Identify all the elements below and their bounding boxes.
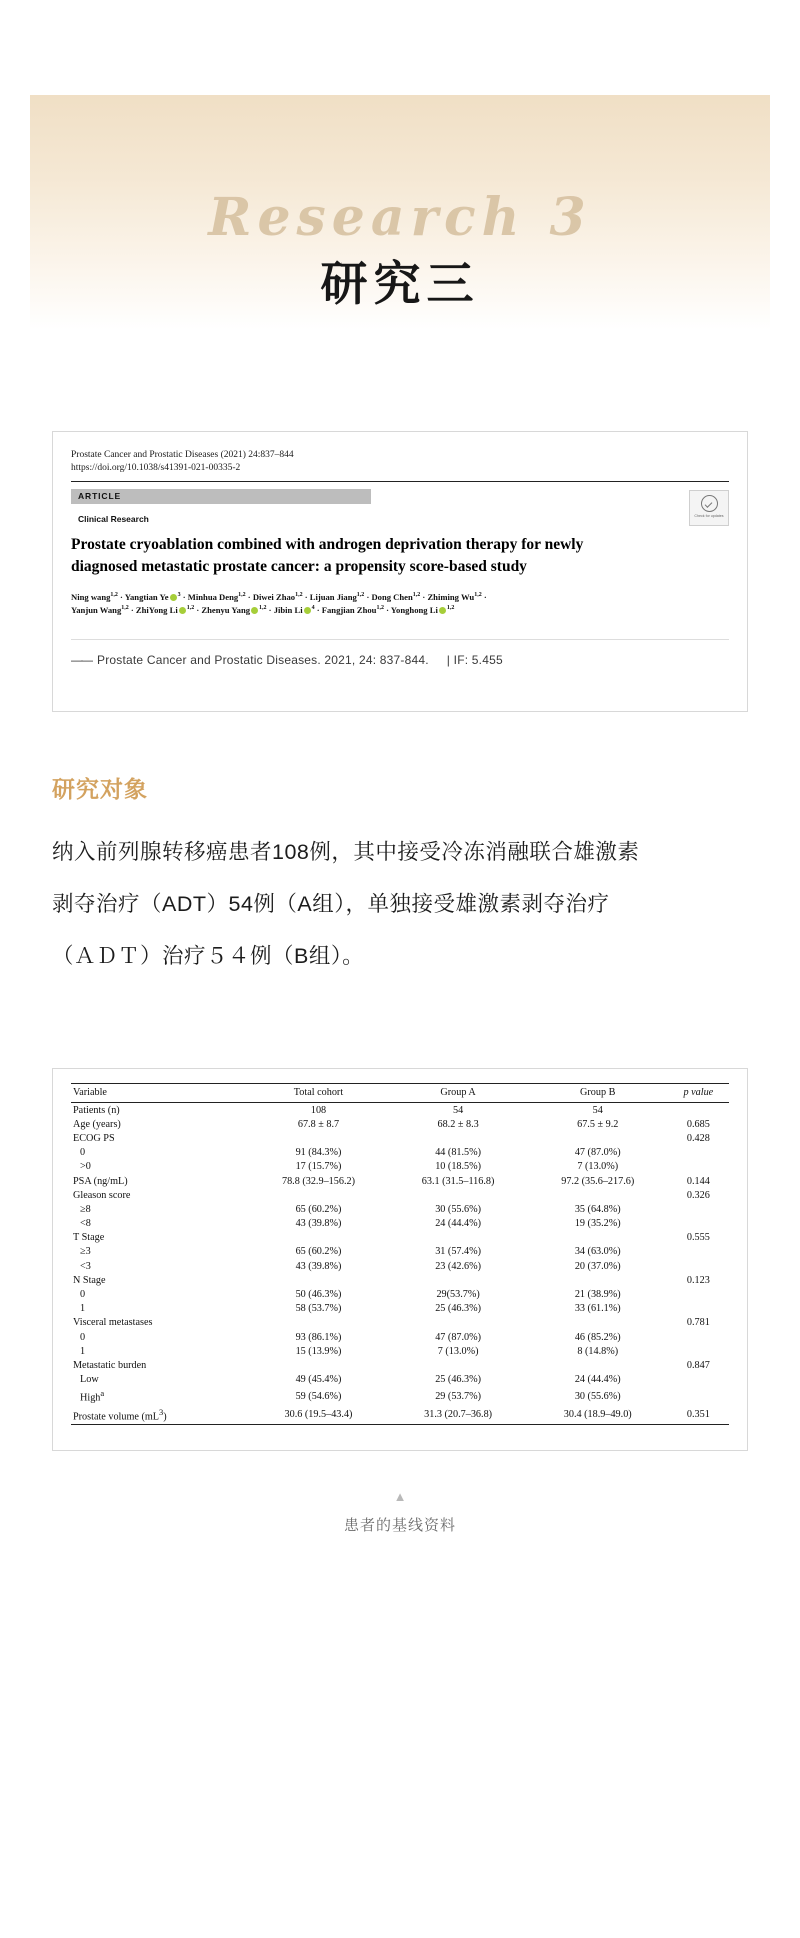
table-cell: 0.685	[686, 1118, 710, 1130]
table-cell	[668, 1302, 729, 1316]
table-cell: 35 (64.8%)	[574, 1203, 621, 1215]
table-cell	[388, 1188, 527, 1202]
table-cell	[388, 1273, 527, 1287]
table-cell: 15 (13.9%)	[295, 1345, 342, 1357]
table-cell: 0.847	[686, 1359, 710, 1371]
table-cell: 7 (13.0%)	[577, 1161, 619, 1173]
table-cell: 59 (54.6%)	[295, 1390, 342, 1402]
table-cell: 0.555	[686, 1232, 710, 1244]
header-divider	[71, 481, 729, 482]
row-label: <8	[80, 1218, 91, 1230]
table-cell	[668, 1202, 729, 1216]
table-cell	[668, 1146, 729, 1160]
table-cell	[249, 1273, 389, 1287]
table-cell: 8 (14.8%)	[577, 1345, 619, 1357]
table-cell: 24 (44.4%)	[574, 1374, 621, 1386]
table-cell: 17 (15.7%)	[295, 1161, 342, 1173]
section-paragraph: 纳入前列腺转移癌患者108例，其中接受冷冻消融联合雄激素剥夺治疗（ADT）54例（A组），单独接受雄激素剥夺治疗（ＡＤＴ）治疗５４例（B组）。	[52, 840, 640, 968]
table-row	[71, 1302, 729, 1316]
table-cell: 67.8 ± 8.7	[297, 1118, 340, 1130]
table-row	[71, 1146, 729, 1160]
table-row	[71, 1405, 729, 1424]
table-cell	[528, 1131, 668, 1145]
table-row	[71, 1103, 729, 1118]
paper-title: Prostate cryoablation combined with androgen deprivation therapy for newly diagnosed metastatic prostate cancer: a propensity score-based study	[71, 535, 584, 575]
table-row	[71, 1344, 729, 1358]
citation-dash-icon: ——	[71, 653, 91, 667]
table-row	[71, 1174, 729, 1188]
table-cell: 31.3 (20.7–36.8)	[388, 1405, 527, 1424]
table-row	[71, 1287, 729, 1301]
row-label: 0	[80, 1147, 86, 1159]
table-row	[71, 1202, 729, 1216]
table-cell: 68.2 ± 8.3	[437, 1118, 479, 1130]
table-cell	[388, 1231, 527, 1245]
table-cell	[249, 1188, 389, 1202]
row-label: <3	[80, 1260, 91, 1272]
table-row	[71, 1231, 729, 1245]
table-cell: 0.781	[686, 1317, 710, 1329]
table-row	[71, 1245, 729, 1259]
baseline-characteristics-table	[71, 1083, 729, 1425]
row-label: 0	[80, 1289, 86, 1301]
table-row	[71, 1131, 729, 1145]
row-label: ≥8	[80, 1203, 91, 1215]
table-cell: 25 (46.3%)	[435, 1374, 482, 1386]
table-cell	[528, 1316, 668, 1330]
table-cell: 67.5 ± 9.2	[577, 1118, 619, 1130]
table-cell	[668, 1287, 729, 1301]
table-row	[71, 1387, 729, 1406]
citation-source: Prostate Cancer and Prostatic Diseases. 2021, 24: 837-844.	[97, 653, 429, 667]
table-cell: 31 (57.4%)	[435, 1246, 482, 1258]
row-label: T Stage	[73, 1232, 105, 1244]
table-row	[71, 1259, 729, 1273]
table-cell	[668, 1245, 729, 1259]
table-cell: 0.123	[686, 1274, 710, 1286]
citation-divider	[71, 639, 729, 640]
table-cell	[668, 1344, 729, 1358]
row-label: N Stage	[73, 1274, 106, 1286]
hero-script-title: Research 3	[208, 187, 592, 248]
figure-caption: 患者的基线资料	[343, 1517, 456, 1534]
impact-factor: |	[446, 653, 454, 667]
table-cell	[528, 1273, 668, 1287]
column-header-p-value: p value	[668, 1084, 729, 1103]
table-head	[71, 1084, 729, 1103]
row-label: Patients (n)	[73, 1104, 120, 1116]
table-cell: 20 (37.0%)	[574, 1260, 621, 1272]
table-cell: 47 (87.0%)	[574, 1147, 621, 1159]
column-header-variable: Variable	[71, 1084, 249, 1103]
table-cell	[668, 1330, 729, 1344]
table-cell: 65 (60.2%)	[295, 1203, 342, 1215]
table-cell	[528, 1231, 668, 1245]
table-cell: 46 (85.2%)	[574, 1331, 621, 1343]
table-cell	[249, 1358, 389, 1372]
table-cell	[668, 1103, 729, 1118]
table-row	[71, 1358, 729, 1372]
check-circle-icon	[701, 495, 718, 512]
row-label: 1	[80, 1303, 86, 1315]
table-cell	[249, 1131, 389, 1145]
paper-header-block	[71, 449, 729, 617]
row-label: ECOG PS	[73, 1132, 115, 1144]
table-cell	[668, 1217, 729, 1231]
triangle-up-icon: ▲	[393, 1489, 407, 1504]
table-cell: 29 (53.7%)	[435, 1390, 482, 1402]
table-cell	[528, 1188, 668, 1202]
table-cell: 63.1 (31.5–116.8)	[421, 1175, 495, 1187]
table-cell	[668, 1160, 729, 1174]
table-cell	[668, 1259, 729, 1273]
table-cell	[668, 1387, 729, 1406]
row-label: >0	[80, 1161, 91, 1173]
table-cell	[668, 1373, 729, 1387]
table-cell	[249, 1316, 389, 1330]
table-row	[71, 1273, 729, 1287]
row-label: Low	[80, 1374, 99, 1386]
paper-authors-line-2: Yanjun Wang$^{1,2}$ · ZhiYong Li $^{1,2}$ · Zhenyu Yang $^{1,2}$ · Jibin Li $^4$ · Fangjian Zhou$^{1,2}$ · Yonghong Li $^{1,2}$	[71, 604, 455, 615]
table-cell: 54	[592, 1104, 603, 1116]
table-cell	[249, 1231, 389, 1245]
table-cell: 24 (44.4%)	[435, 1218, 482, 1230]
table-cell: 43 (39.8%)	[295, 1260, 342, 1272]
table-cell: 34 (63.0%)	[574, 1246, 621, 1258]
table-cell: 97.2 (35.6–217.6)	[561, 1175, 635, 1187]
row-label: Metastatic burden	[73, 1359, 147, 1371]
table-cell: 58 (53.7%)	[295, 1303, 342, 1315]
crossmark-badge	[689, 490, 729, 526]
table-header-row	[71, 1084, 729, 1103]
impact-factor-value: IF: 5.455	[453, 653, 503, 667]
column-header-group-a: Group A	[388, 1084, 527, 1103]
table-cell: 30.6 (19.5–43.4)	[249, 1405, 389, 1424]
table-row	[71, 1188, 729, 1202]
hero-banner	[30, 95, 770, 330]
table-cell: 44 (81.5%)	[435, 1147, 482, 1159]
row-label: Visceral metastases	[73, 1317, 153, 1329]
table-cell: 93 (86.1%)	[295, 1331, 342, 1343]
row-label: Prostate volume $(mL^3)$	[71, 1405, 249, 1424]
column-header-total-cohort: Total cohort	[249, 1084, 389, 1103]
table-row	[71, 1160, 729, 1174]
table-cell: 30 (55.6%)	[435, 1203, 482, 1215]
table-cell: 47 (87.0%)	[435, 1331, 482, 1343]
table-row	[71, 1373, 729, 1387]
table-cell: 7 (13.0%)	[437, 1345, 479, 1357]
table-cell: 23 (42.6%)	[435, 1260, 482, 1272]
paper-section-label: Clinical Research	[78, 513, 149, 524]
article-type-label: ARTICLE	[78, 491, 122, 502]
citation-line	[71, 653, 503, 667]
row-label: ≥3	[80, 1246, 91, 1258]
table-cell: 91 (84.3%)	[295, 1147, 342, 1159]
hero-chinese-title: 研究三	[320, 257, 480, 312]
table-cell: 108	[310, 1104, 327, 1116]
table-row	[71, 1217, 729, 1231]
table-cell: 54	[453, 1104, 464, 1116]
table-cell	[528, 1358, 668, 1372]
table-cell: 50 (46.3%)	[295, 1289, 342, 1301]
row-label: 0	[80, 1331, 86, 1343]
table-cell: 49 (45.4%)	[295, 1374, 342, 1386]
table-cell: 65 (60.2%)	[295, 1246, 342, 1258]
crossmark-label: Check for updates	[694, 514, 724, 518]
table-cell: 21 (38.9%)	[574, 1289, 621, 1301]
table-cell: 29(53.7%)	[436, 1289, 480, 1301]
table-cell: 10 (18.5%)	[435, 1161, 482, 1173]
row-label: 1	[80, 1345, 86, 1357]
table-cell: 25 (46.3%)	[435, 1303, 482, 1315]
column-header-group-b: Group B	[528, 1084, 668, 1103]
table-cell: 43 (39.8%)	[295, 1218, 342, 1230]
table-row	[71, 1117, 729, 1131]
article-type-bar	[71, 489, 371, 504]
table-cell	[388, 1358, 527, 1372]
journal-line-1: Prostate Cancer and Prostatic Diseases (2021) 24:837–844	[71, 450, 294, 460]
table-row	[71, 1330, 729, 1344]
row-label: Gleason score	[73, 1189, 131, 1201]
table-body	[71, 1103, 729, 1425]
row-label: Age (years)	[73, 1118, 121, 1130]
table-cell	[388, 1131, 527, 1145]
table-row	[71, 1316, 729, 1330]
table-cell: 0.144	[686, 1175, 710, 1187]
paper-authors-line-1: Ning wang$^{1,2}$ · Yangtian Ye $^3$ · Minhua Deng$^{1,2}$ · Diwei Zhao$^{1,2}$ · Lijuan Jiang$^{1,2}$ · Dong Chen$^{1,2}$ · Zhiming Wu$^{1,2}$ ·	[71, 591, 487, 602]
table-cell: 30 (55.6%)	[574, 1390, 621, 1402]
section-heading: 研究对象	[52, 776, 148, 803]
table-cell: 30.4 (18.9–49.0)	[528, 1405, 668, 1424]
row-label: PSA (ng/mL)	[73, 1175, 128, 1187]
baseline-table-card	[52, 1068, 748, 1451]
paper-reference-card	[52, 431, 748, 712]
table-cell	[388, 1316, 527, 1330]
row-label: High$^a$	[80, 1388, 105, 1404]
table-cell: 0.351	[668, 1405, 729, 1424]
table-cell: 33 (61.1%)	[574, 1303, 621, 1315]
table-cell: 0.428	[686, 1132, 710, 1144]
table-cell: 19 (35.2%)	[574, 1218, 621, 1230]
table-cell: 0.326	[686, 1189, 710, 1201]
journal-line-2: https://doi.org/10.1038/s41391-021-00335-2	[71, 462, 241, 473]
table-cell: 78.8 (32.9–156.2)	[281, 1175, 355, 1187]
